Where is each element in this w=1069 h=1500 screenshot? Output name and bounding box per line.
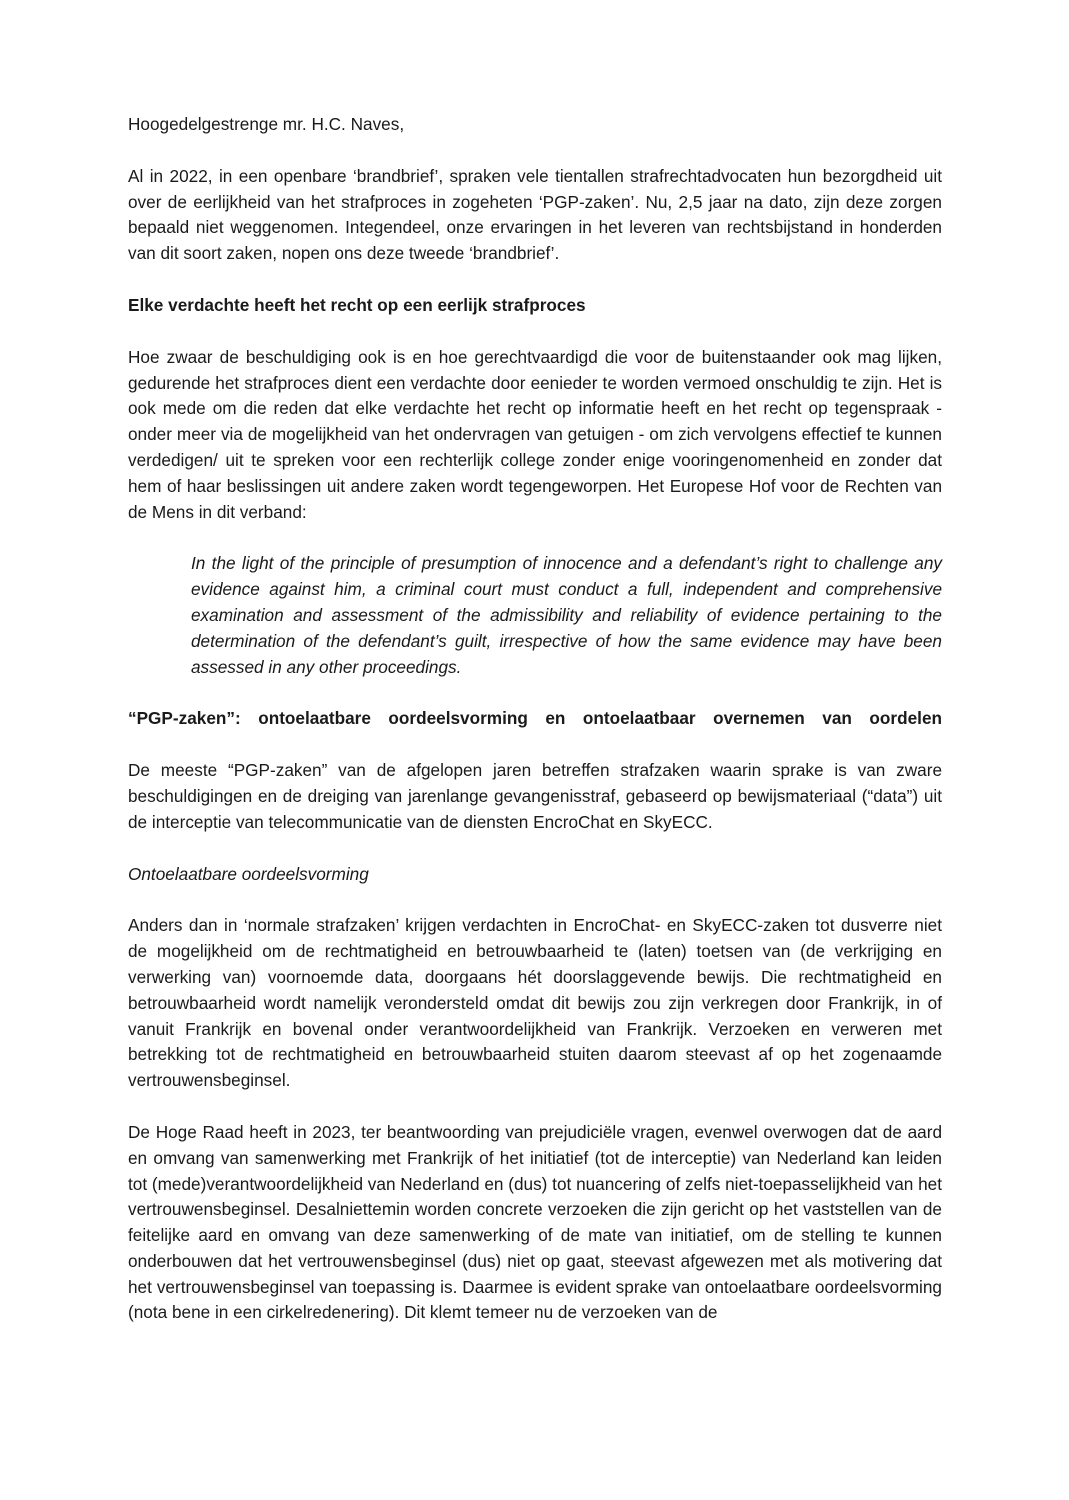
echr-quote: In the light of the principle of presumption of innocence and a defendant’s right to challenge any evidence against him, a criminal court must conduct a full, independent and comprehensive examination and assessment of the admissibility and reliability of evidence pertaining to the determination of the defendant’s guilt, irrespective of how the same evidence may have been assessed in any other proceedings. <box>191 553 942 677</box>
subsection-heading-judgement: Ontoelaatbare oordeelsvorming <box>128 863 369 884</box>
letter-page <box>128 112 942 1326</box>
salutation: Hoogedelgestrenge mr. H.C. Naves, <box>128 114 405 134</box>
hoge-raad-paragraph: De Hoge Raad heeft in 2023, ter beantwoording van prejudiciële vragen, evenwel overwogen dat de aard en omvang van samenwerking met Frankrijk of het initiatief (tot de interceptie) van Nederland kan leiden tot (mede)verantwoordelijkheid van Nederland en (dus) tot nuancering of zelfs niet-toepasselijkheid van het vertrouwensbeginsel. Desalniettemin worden concrete verzoeken die zijn gericht op het vaststellen van de feitelijke aard en omvang van deze samenwerking of de mate van initiatief, om de stelling te kunnen onderbouwen dat het vertrouwensbeginsel (dus) niet op gaat, steevast afgewezen met als motivering dat het vertrouwensbeginsel van toepassing is. Daarmee is evident sprake van ontoelaatbare oordeelsvorming (nota bene in een cirkelredenering). Dit klemt temeer nu de verzoeken van de <box>128 1121 943 1323</box>
intro-paragraph: Al in 2022, in een openbare ‘brandbrief’, spraken vele tientallen strafrechtadvocaten hun bezorgdheid uit over de eerlijkheid van het strafproces in zogeheten ‘PGP-zaken’. Nu, 2,5 jaar na dato, zijn deze zorgen bepaald niet weggenomen. Integendeel, onze ervaringen in het leveren van rechtsbijstand in honderden van dit soort zaken, nopen ons deze tweede ‘brandbrief’. <box>128 165 942 264</box>
section-heading-fair-trial: Elke verdachte heeft het recht op een eerlijk strafproces <box>128 294 586 315</box>
section-heading-pgp-cases: “PGP-zaken”: ontoelaatbare oordeelsvorming en ontoelaatbaar overnemen van oordelen <box>128 708 942 729</box>
pgp-cases-paragraph: De meeste “PGP-zaken” van de afgelopen jaren betreffen strafzaken waarin sprake is van zware beschuldigingen en de dreiging van jarenlange gevangenisstraf, gebaseerd op bewijsmateriaal (“data”) uit de interceptie van telecommunicatie van de diensten EncroChat en SkyECC. <box>128 760 942 832</box>
fair-trial-paragraph: Hoe zwaar de beschuldiging ook is en hoe gerechtvaardigd die voor de buitenstaander ook mag lijken, gedurende het strafproces dient een verdachte door eenieder te worden vermoed onschuldig te zijn. Het is ook mede om die reden dat elke verdachte het recht op informatie heeft en het recht op tegenspraak - onder meer via de mogelijkheid van het ondervragen van getuigen - om zich vervolgens effectief te kunnen verdedigen/ uit te spreken voor een rechterlijk college zonder enige vooringenomenheid en zonder dat hem of haar beslissingen uit andere zaken wordt tegengeworpen. Het Europese Hof voor de Rechten van de Mens in dit verband: <box>128 346 942 522</box>
encrochat-paragraph: Anders dan in ‘normale strafzaken’ krijgen verdachten in EncroChat- en SkyECC-zaken tot dusverre niet de mogelijkheid om de rechtmatigheid en betrouwbaarheid te (laten) toetsen van (de verkrijging en verwerking van) voornoemde data, doorgaans hét doorslaggevende bewijs. Die rechtmatigheid en betrouwbaarheid wordt namelijk verondersteld omdat dit bewijs zou zijn verkregen door Frankrijk, in of vanuit Frankrijk en bovenal onder verantwoordelijkheid van Frankrijk. Verzoeken en verweren met betrekking tot de rechtmatigheid en betrouwbaarheid stuiten daarom steevast af op het zogenaamde vertrouwensbeginsel. <box>128 915 942 1091</box>
